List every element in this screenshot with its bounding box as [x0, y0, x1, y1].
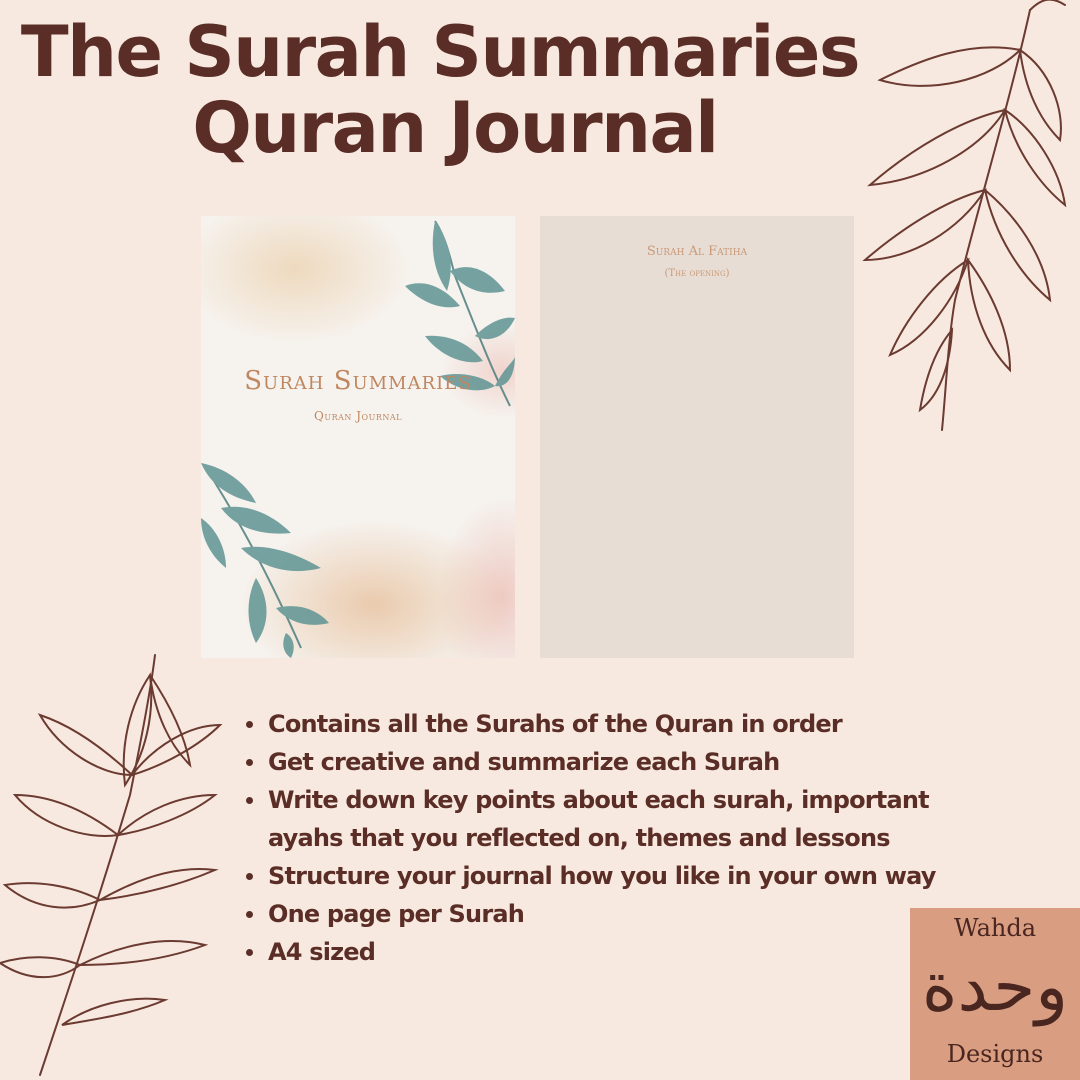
title-line-2: Quran Journal	[192, 87, 718, 169]
page-title	[0, 11, 880, 169]
leaf-branch-bottom-left	[0, 645, 230, 1080]
feature-item: Get creative and summarize each Surah	[242, 743, 942, 781]
feature-item: Write down key points about each surah, important ayahs that you reflected on, themes and lessons	[242, 781, 942, 857]
cover-title: Surah Summaries	[244, 366, 472, 396]
cover-page-preview	[201, 216, 515, 658]
feature-item: Structure your journal how you like in your own way	[242, 857, 942, 895]
leaf-branch-top-right	[850, 0, 1080, 440]
inner-page-preview	[540, 216, 854, 658]
inner-page-subtitle: (The opening)	[664, 268, 730, 279]
logo-text-top: Wahda	[953, 914, 1037, 942]
feature-item: A4 sized	[242, 933, 942, 971]
brand-logo	[910, 908, 1080, 1080]
inner-page-title: Surah Al Fatiha	[646, 244, 748, 259]
logo-text-bottom: Designs	[946, 1040, 1044, 1068]
cover-subtitle: Quran Journal	[314, 409, 402, 423]
feature-item: Contains all the Surahs of the Quran in order	[242, 705, 942, 743]
feature-list	[242, 705, 942, 971]
logo-arabic-calligraphy: وحدة	[921, 948, 1069, 1027]
teal-leaves-bottom-left	[201, 458, 331, 658]
title-line-1: The Surah Summaries	[20, 11, 860, 93]
feature-item: One page per Surah	[242, 895, 942, 933]
